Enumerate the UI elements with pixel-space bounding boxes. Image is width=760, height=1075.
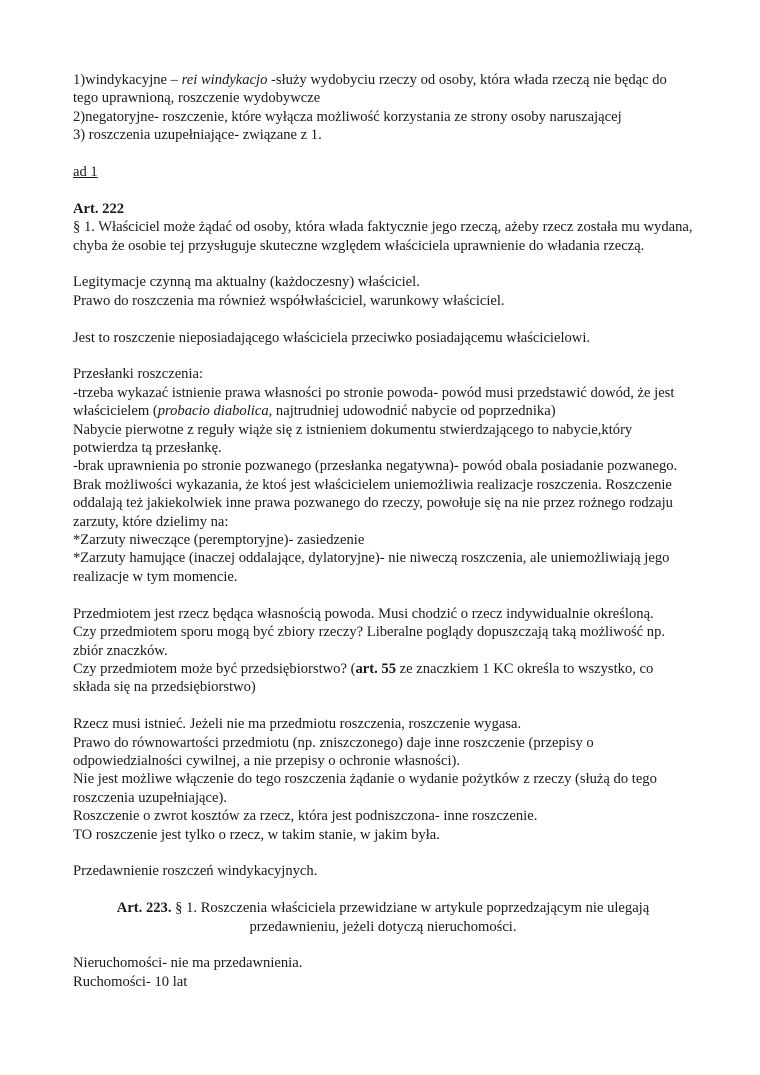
art223-heading: Art. 223.	[116, 900, 172, 917]
intro-line-1: 1)windykacyjne – rei windykacjo -służy wydobyciu rzeczy od osoby, która włada rzeczą nie będąc do tego uprawnioną, roszczenie wydobywcze	[73, 72, 667, 107]
existence-p3: Nie jest możliwe włączenie do tego roszczenia żądanie o wydanie pożytków z rzeczy (służą do tego roszczenia uzupełniające).	[73, 771, 657, 806]
subject-p2: Czy przedmiotem sporu mogą być zbiory rzeczy? Liberalne poglądy dopuszczają taką możliwość np. zbiór znaczków.	[73, 624, 666, 659]
art222-heading: Art. 222	[73, 200, 125, 217]
subject-p1: Przedmiotem jest rzecz będąca własnością powoda. Musi chodzić o rzecz indywidualnie określoną.	[73, 605, 654, 622]
existence-p1: Rzecz musi istnieć. Jeżeli nie ma przedmiotu roszczenia, roszczenie wygasa.	[73, 716, 522, 733]
intro-line-3: 3) roszczenia uzupełniające- związane z 1.	[73, 127, 322, 144]
ad1-heading: ad 1	[73, 164, 98, 181]
premise-ownership: -trzeba wykazać istnienie prawa własności po stronie powoda- powód musi przedstawić dowód, że jest właścicielem (probacio diabolica, najtrudniej udowodnić nabycie od poprzednika)	[73, 384, 675, 420]
document-page	[73, 71, 693, 991]
art55-reference: art. 55	[355, 660, 396, 677]
existence-p5: TO roszczenie jest tylko o rzecz, w takim stanie, w jakim była.	[73, 826, 440, 843]
movables-term: Ruchomości- 10 lat	[73, 973, 188, 990]
premise-peremptory: *Zarzuty niweczące (peremptoryjne)- zasiedzenie	[73, 532, 365, 549]
art223-paragraph: Art. 223. § 1. Roszczenia właściciela przewidziane w artykule poprzedzającym nie ulegają przedawnieniu, jeżeli dotyczą nieruchomości.	[116, 900, 650, 935]
limitation-title: Przedawnienie roszczeń windykacyjnych.	[73, 863, 318, 880]
immovables-term: Nieruchomości- nie ma przedawnienia.	[73, 955, 303, 972]
premises-title: Przesłanki roszczenia:	[73, 366, 204, 383]
legitimacy-line-2: Prawo do roszczenia ma również współwłaściciel, warunkowy właściciel.	[73, 292, 505, 309]
premise-dilatory: *Zarzuty hamujące (inaczej oddalające, dylatoryjne)- nie niweczą roszczenia, ale uniemożliwiają jego realizacje w tym momencie.	[73, 550, 670, 585]
premise-no-entitlement: -brak uprawnienia po stronie pozwanego (przesłanka negatywna)- powód obala posiadanie pozwanego. Brak możliwości wykazania, że ktoś jest właścicielem uniemożliwia realizacje roszczenia. Roszczenie oddalają też jakiekolwiek inne prawa pozwanego do rzeczy, powołuje się na nie przez rożnego rodzaju zarzuty, które dzielimy na:	[73, 458, 678, 530]
intro-line-2: 2)negatoryjne- roszczenie, które wyłącza możliwość korzystania ze strony osoby naruszającej	[73, 108, 622, 125]
intro-italic-term: rei windykacjo	[181, 72, 268, 88]
existence-p4: Roszczenie o zwrot kosztów za rzecz, która jest podniszczona- inne roszczenie.	[73, 808, 538, 825]
art222-text: § 1. Właściciel może żądać od osoby, która włada faktycznie jego rzeczą, ażeby rzecz została mu wydana, chyba że osobie tej przysługuje skuteczne względem właściciela uprawnienie do władania rzeczą.	[73, 219, 693, 254]
existence-p2: Prawo do równowartości przedmiotu (np. zniszczonego) daje inne roszczenie (przepisy o odpowiedzialności cywilnej, a nie przepisy o ochronie własności).	[73, 734, 594, 769]
claim-nature: Jest to roszczenie nieposiadającego właściciela przeciwko posiadającemu właścicielowi.	[73, 329, 591, 346]
premise-italic-term: probacio diabolica	[157, 403, 269, 420]
premise-original-acquisition: Nabycie pierwotne z reguły wiąże się z istnieniem dokumentu stwierdzającego to nabycie,który potwierdza tą przesłankę.	[73, 421, 633, 457]
subject-p3: Czy przedmiotem może być przedsiębiorstwo? (art. 55 ze znaczkiem 1 KC określa to wszystko, co składa się na przedsiębiorstwo)	[73, 660, 654, 696]
legitimacy-line-1: Legitymacje czynną ma aktualny (każdoczesny) właściciel.	[73, 274, 420, 291]
